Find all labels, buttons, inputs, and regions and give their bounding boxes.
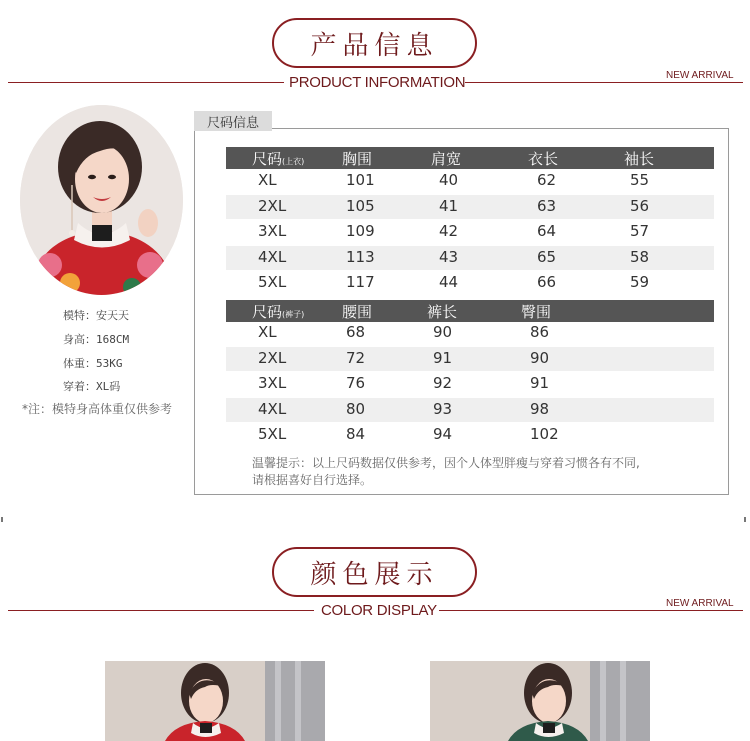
- pants-size-cell: 94: [433, 425, 453, 443]
- header-size-pants: 尺码(裤子): [252, 303, 305, 321]
- top-size-cell: 57: [630, 222, 650, 240]
- size-tip: [252, 455, 640, 489]
- pants-size-cell: 84: [346, 425, 366, 443]
- pants-size-cell: 90: [530, 348, 550, 367]
- model-height: 身高：168CM: [63, 333, 130, 346]
- pants-size-cell: 91: [530, 374, 550, 392]
- top-size-cell: 43: [439, 247, 459, 266]
- section-title-cn-2: 颜色展示: [310, 559, 439, 590]
- pants-size-cell: 93: [433, 399, 453, 418]
- pants-size-header: [226, 300, 714, 322]
- pants-size-cell: 90: [433, 323, 453, 341]
- new-arrival-label-2: NEW ARRIVAL: [666, 598, 734, 609]
- pants-size-cell: 92: [433, 374, 453, 392]
- top-size-cell: 113: [346, 247, 375, 266]
- section-title-badge-2: [272, 547, 477, 597]
- divider-left-2: [8, 610, 314, 611]
- color-photo-1[interactable]: [105, 661, 325, 741]
- top-size-cell: 65: [537, 247, 557, 266]
- pants-size-cell: 5XL: [258, 425, 287, 443]
- top-size-cell: 2XL: [258, 196, 287, 215]
- section-title-en-2: COLOR DISPLAY: [321, 602, 437, 619]
- pants-size-cell: 3XL: [258, 374, 287, 392]
- top-size-header: [226, 147, 714, 169]
- top-size-cell: 44: [439, 273, 459, 291]
- top-size-cell: 105: [346, 196, 375, 215]
- pants-size-row: [226, 321, 714, 345]
- pants-size-cell: 76: [346, 374, 366, 392]
- pants-size-cell: 86: [530, 323, 550, 341]
- top-size-cell: 101: [346, 171, 375, 189]
- divider-left: [8, 82, 284, 83]
- top-size-cell: 59: [630, 273, 650, 291]
- top-size-cell: 64: [537, 222, 557, 240]
- top-size-cell: 56: [630, 196, 650, 215]
- pants-size-row: [226, 372, 714, 396]
- pants-size-cell: 2XL: [258, 348, 287, 367]
- pants-size-row: [226, 398, 714, 422]
- header-waist: 腰围: [342, 303, 373, 321]
- top-size-row: [226, 169, 714, 193]
- top-size-cell: 117: [346, 273, 375, 291]
- top-size-cell: 3XL: [258, 222, 287, 240]
- top-size-cell: 5XL: [258, 273, 287, 291]
- color-photo-2[interactable]: [430, 661, 650, 741]
- header-hip: 臀围: [521, 303, 552, 321]
- model-photo: [20, 105, 183, 295]
- pants-size-cell: 4XL: [258, 399, 287, 418]
- pants-size-cell: 91: [433, 348, 453, 367]
- top-size-row: [226, 271, 714, 295]
- pants-size-cell: 72: [346, 348, 366, 367]
- divider-right-2: [439, 610, 743, 611]
- size-chart-tab: [194, 111, 272, 131]
- section-title-en: PRODUCT INFORMATION: [289, 74, 466, 91]
- header-chest: 胸围: [342, 150, 373, 168]
- pants-size-row: [226, 347, 714, 371]
- top-size-cell: 55: [630, 171, 650, 189]
- new-arrival-label: NEW ARRIVAL: [666, 70, 734, 81]
- model-wearing: 穿着：XL码: [63, 380, 121, 393]
- top-size-cell: 42: [439, 222, 459, 240]
- pants-size-row: [226, 423, 714, 447]
- top-size-cell: 41: [439, 196, 459, 215]
- top-size-row: [226, 220, 714, 244]
- section-title-cn: 产品信息: [310, 30, 439, 61]
- header-sleeve: 袖长: [624, 150, 655, 168]
- top-size-cell: XL: [258, 171, 277, 189]
- model-weight: 体重：53KG: [63, 357, 123, 370]
- header-length: 衣长: [528, 150, 559, 168]
- section-title-badge: [272, 18, 477, 68]
- divider-right: [465, 82, 743, 83]
- top-size-row: [226, 195, 714, 219]
- top-size-cell: 63: [537, 196, 557, 215]
- header-shoulder: 肩宽: [431, 150, 462, 168]
- top-size-cell: 109: [346, 222, 375, 240]
- top-size-cell: 66: [537, 273, 557, 291]
- size-tip-line1: 温馨提示：以上尺码数据仅供参考，因个人体型胖瘦与穿着习惯各有不同,: [252, 456, 640, 470]
- top-size-cell: 58: [630, 247, 650, 266]
- size-chart-tab-label: 尺码信息: [206, 115, 259, 131]
- pants-size-cell: 68: [346, 323, 366, 341]
- pants-size-cell: 80: [346, 399, 366, 418]
- top-size-cell: 40: [439, 171, 459, 189]
- top-size-row: [226, 246, 714, 270]
- edge-marker-left: [1, 517, 3, 522]
- pants-size-cell: XL: [258, 323, 277, 341]
- model-name: 模特：安天天: [63, 309, 129, 322]
- edge-marker-right: [744, 517, 746, 522]
- pants-size-cell: 98: [530, 399, 550, 418]
- model-note: *注：模特身高体重仅供参考: [22, 402, 173, 416]
- size-tip-line2: 请根据喜好自行选择。: [252, 473, 373, 487]
- top-size-cell: 4XL: [258, 247, 287, 266]
- top-size-cell: 62: [537, 171, 557, 189]
- header-pants-length: 裤长: [427, 303, 458, 321]
- pants-size-cell: 102: [530, 425, 559, 443]
- header-size-top: 尺码(上衣): [252, 150, 305, 168]
